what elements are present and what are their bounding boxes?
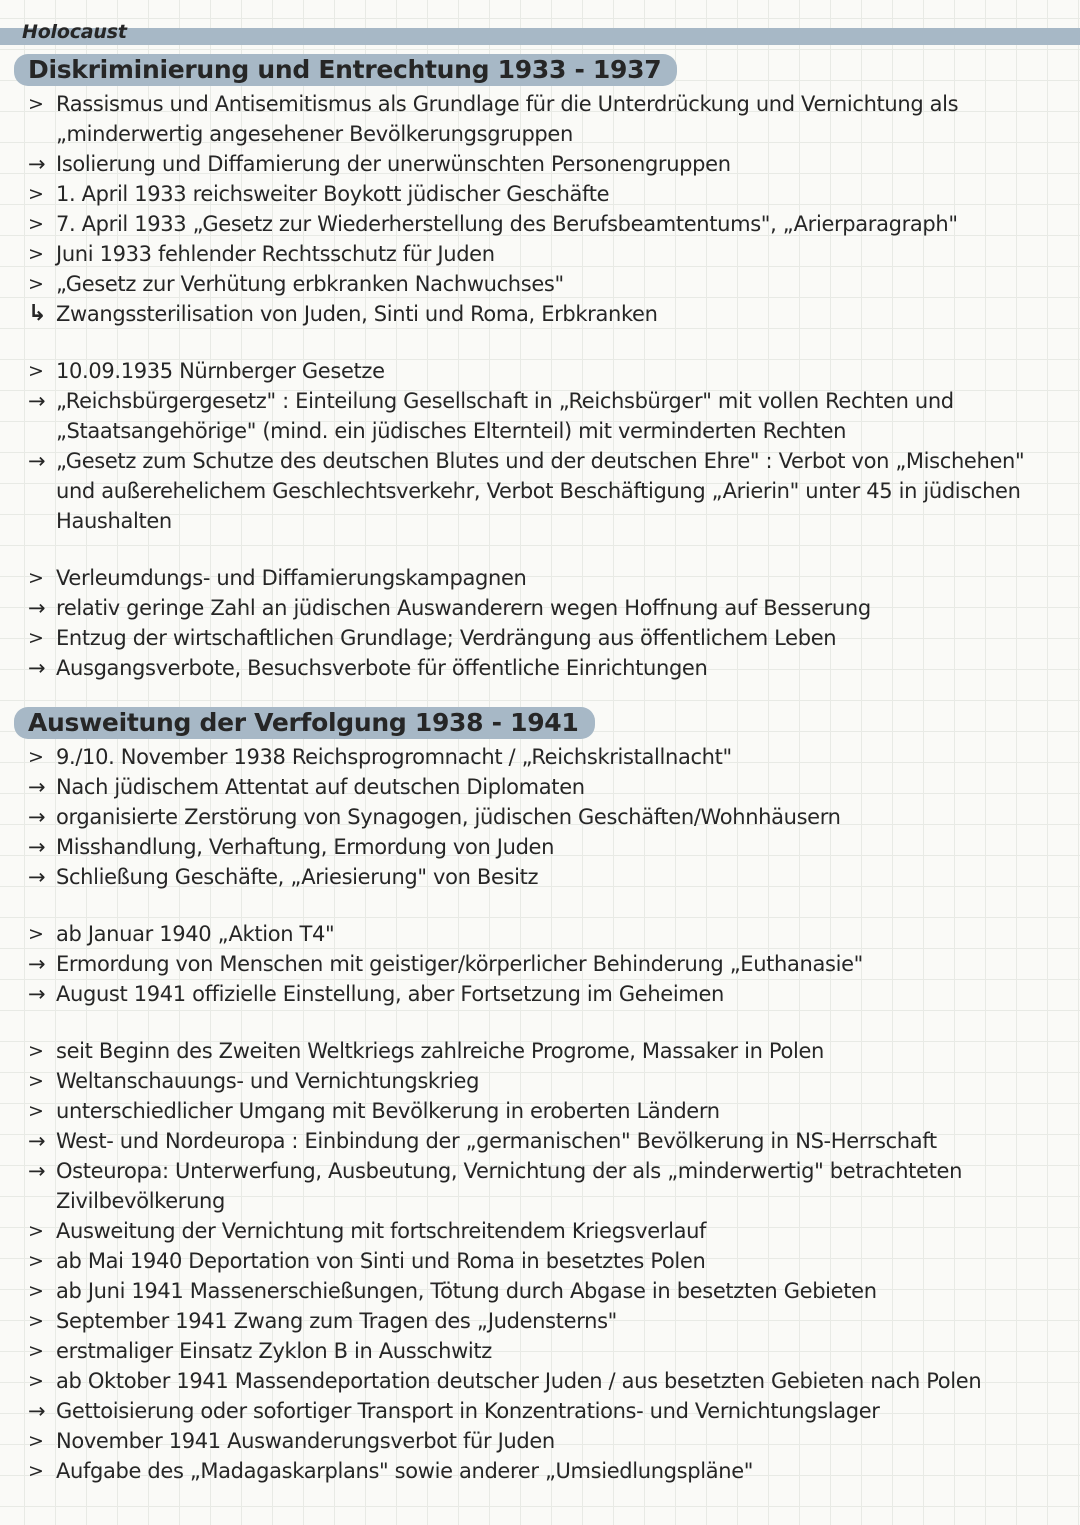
note-text: Ermordung von Menschen mit geistiger/körperlicher Behinderung „Euthanasie" (56, 952, 863, 976)
note-text: „Reichsbürgergesetz" : Einteilung Gesellschaft in „Reichsbürger" mit vollen Rechten und „Staatsangehörige" (mind. ein jüdisches Elternteil) mit verminderten Rechten (56, 389, 954, 443)
notes-content (0, 54, 1080, 1486)
note-text: Ausweitung der Vernichtung mit fortschreitendem Kriegsverlauf (56, 1219, 707, 1243)
note-line (26, 1336, 1066, 1366)
bullet-group (26, 563, 1066, 683)
heading-highlight: Diskriminierung und Entrechtung 1933 - 1937 (14, 54, 677, 86)
note-line (26, 1216, 1066, 1246)
note-line (26, 1306, 1066, 1336)
hook-arrow-marker: ↳ (28, 301, 47, 326)
note-line (26, 623, 1066, 653)
note-text: erstmaliger Einsatz Zyklon B in Ausschwitz (56, 1339, 492, 1363)
note-line (26, 772, 1066, 802)
chevron-marker: > (28, 1370, 44, 1392)
arrow-marker: → (28, 775, 46, 799)
chevron-marker: > (28, 243, 44, 265)
note-text: Isolierung und Diffamierung der unerwünschten Personengruppen (56, 152, 731, 176)
arrow-marker: → (28, 1399, 46, 1423)
note-text: Schließung Geschäfte, „Ariesierung" von Besitz (56, 865, 539, 889)
bullet-group (26, 1036, 1066, 1486)
note-text: ab Mai 1940 Deportation von Sinti und Roma in besetztes Polen (56, 1249, 706, 1273)
arrow-marker: → (28, 1129, 46, 1153)
note-line (26, 653, 1066, 683)
chevron-marker: > (28, 1070, 44, 1092)
note-line (26, 1396, 1066, 1426)
note-text: 1. April 1933 reichsweiter Boykott jüdischer Geschäfte (56, 182, 610, 206)
heading-highlight: Ausweitung der Verfolgung 1938 - 1941 (14, 707, 595, 739)
note-text: 9./10. November 1938 Reichsprogromnacht / „Reichskristallnacht" (56, 745, 732, 769)
note-line (26, 802, 1066, 832)
chevron-marker: > (28, 1040, 44, 1062)
note-line (26, 209, 1066, 239)
page-header-band (0, 21, 1080, 45)
note-text: August 1941 offizielle Einstellung, aber Fortsetzung im Geheimen (56, 982, 724, 1006)
note-line (26, 979, 1066, 1009)
section-1 (26, 54, 1066, 683)
note-line (26, 593, 1066, 623)
chevron-marker: > (28, 1430, 44, 1452)
note-line (26, 1246, 1066, 1276)
note-text: November 1941 Auswanderungsverbot für Juden (56, 1429, 555, 1453)
section-heading (14, 707, 1066, 739)
notes-screenshot (0, 21, 1080, 1525)
note-text: Aufgabe des „Madagaskarplans" sowie anderer „Umsiedlungspläne" (56, 1459, 754, 1483)
bullet-group (26, 356, 1066, 536)
arrow-marker: → (28, 805, 46, 829)
note-line (26, 919, 1066, 949)
chevron-marker: > (28, 1220, 44, 1242)
note-text: ab Juni 1941 Massenerschießungen, Tötung durch Abgase in besetzten Gebieten (56, 1279, 877, 1303)
arrow-marker: → (28, 952, 46, 976)
notes-page (0, 21, 1080, 1525)
note-line (26, 742, 1066, 772)
chevron-marker: > (28, 567, 44, 589)
chevron-marker: > (28, 1280, 44, 1302)
note-text: Osteuropa: Unterwerfung, Ausbeutung, Vernichtung der als „minderwertig" betrachteten Zivilbevölkerung (56, 1159, 963, 1213)
note-text: September 1941 Zwang zum Tragen des „Judensterns" (56, 1309, 617, 1333)
arrow-marker: → (28, 152, 46, 176)
note-line (26, 1456, 1066, 1486)
chevron-marker: > (28, 1100, 44, 1122)
note-line (26, 1276, 1066, 1306)
chevron-marker: > (28, 923, 44, 945)
note-text: Rassismus und Antisemitismus als Grundlage für die Unterdrückung und Vernichtung als „minderwertig angesehener Bevölkerungsgruppen (56, 92, 959, 146)
section-heading (14, 54, 1066, 86)
note-text: „Gesetz zur Verhütung erbkranken Nachwuchses" (56, 272, 564, 296)
note-line (26, 149, 1066, 179)
chevron-marker: > (28, 1460, 44, 1482)
bullet-group (26, 742, 1066, 892)
section-2 (26, 707, 1066, 1486)
chevron-marker: > (28, 1310, 44, 1332)
note-line (26, 446, 1066, 536)
note-line (26, 179, 1066, 209)
chevron-marker: > (28, 1340, 44, 1362)
note-text: 7. April 1933 „Gesetz zur Wiederherstellung des Berufsbeamtentums", „Arierparagraph" (56, 212, 958, 236)
chevron-marker: > (28, 1250, 44, 1272)
chevron-marker: > (28, 93, 44, 115)
note-text: organisierte Zerstörung von Synagogen, jüdischen Geschäften/Wohnhäusern (56, 805, 841, 829)
note-text: seit Beginn des Zweiten Weltkriegs zahlreiche Progrome, Massaker in Polen (56, 1039, 825, 1063)
chevron-marker: > (28, 183, 44, 205)
chevron-marker: > (28, 360, 44, 382)
chevron-marker: > (28, 273, 44, 295)
chevron-marker: > (28, 627, 44, 649)
note-text: ab Januar 1940 „Aktion T4" (56, 922, 335, 946)
chevron-marker: > (28, 746, 44, 768)
note-text: 10.09.1935 Nürnberger Gesetze (56, 359, 385, 383)
note-text: „Gesetz zum Schutze des deutschen Blutes und der deutschen Ehre" : Verbot von „Mischehen" und außerehelichem Geschlechtsverkehr, Verbot Beschäftigung „Arierin" unter 45 in jüdischen Haushalten (56, 449, 1025, 533)
note-text: Nach jüdischem Attentat auf deutschen Diplomaten (56, 775, 585, 799)
arrow-marker: → (28, 982, 46, 1006)
note-line (26, 1426, 1066, 1456)
note-line (26, 832, 1066, 862)
arrow-marker: → (28, 389, 46, 413)
note-text: relativ geringe Zahl an jüdischen Auswanderern wegen Hoffnung auf Besserung (56, 596, 871, 620)
note-line (26, 949, 1066, 979)
chevron-marker: > (28, 213, 44, 235)
note-line (26, 299, 1066, 329)
note-line (26, 862, 1066, 892)
note-line (26, 1096, 1066, 1126)
arrow-marker: → (28, 596, 46, 620)
note-text: ab Oktober 1941 Massendeportation deutscher Juden / aus besetzten Gebieten nach Polen (56, 1369, 982, 1393)
arrow-marker: → (28, 1159, 46, 1183)
note-line (26, 239, 1066, 269)
note-line (26, 356, 1066, 386)
arrow-marker: → (28, 449, 46, 473)
note-line (26, 89, 1066, 149)
note-text: Verleumdungs- und Diffamierungskampagnen (56, 566, 527, 590)
bullet-group (26, 89, 1066, 329)
note-text: unterschiedlicher Umgang mit Bevölkerung in eroberten Ländern (56, 1099, 720, 1123)
note-text: Zwangssterilisation von Juden, Sinti und Roma, Erbkranken (56, 302, 658, 326)
note-text: West- und Nordeuropa : Einbindung der „germanischen" Bevölkerung in NS-Herrschaft (56, 1129, 937, 1153)
note-text: Juni 1933 fehlender Rechtsschutz für Juden (56, 242, 495, 266)
note-line (26, 1066, 1066, 1096)
note-text: Ausgangsverbote, Besuchsverbote für öffentliche Einrichtungen (56, 656, 708, 680)
note-text: Entzug der wirtschaftlichen Grundlage; Verdrängung aus öffentlichem Leben (56, 626, 837, 650)
note-line (26, 1156, 1066, 1216)
note-line (26, 1366, 1066, 1396)
note-line (26, 563, 1066, 593)
page-title: Holocaust (22, 21, 127, 43)
note-text: Weltanschauungs- und Vernichtungskrieg (56, 1069, 480, 1093)
arrow-marker: → (28, 865, 46, 889)
note-text: Misshandlung, Verhaftung, Ermordung von Juden (56, 835, 555, 859)
note-text: Gettoisierung oder sofortiger Transport in Konzentrations- und Vernichtungslager (56, 1399, 880, 1423)
note-line (26, 1126, 1066, 1156)
note-line (26, 386, 1066, 446)
arrow-marker: → (28, 835, 46, 859)
bullet-group (26, 919, 1066, 1009)
arrow-marker: → (28, 656, 46, 680)
note-line (26, 1036, 1066, 1066)
note-line (26, 269, 1066, 299)
